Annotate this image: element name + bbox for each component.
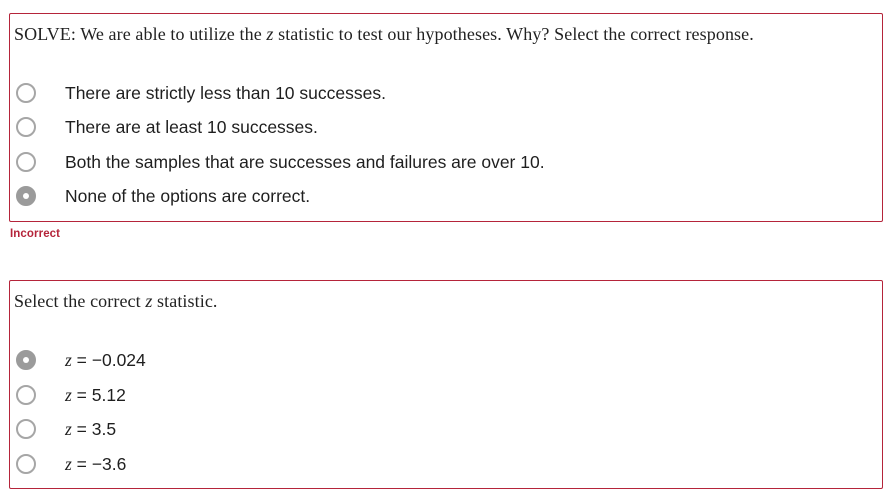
q1-option-1-label: There are strictly less than 10 successes.	[65, 82, 386, 103]
q1-option-4[interactable]	[16, 183, 310, 209]
q1-option-2[interactable]	[16, 114, 318, 140]
q2-option-3-label: z = 3.5	[65, 418, 117, 439]
radio-button[interactable]	[16, 385, 36, 405]
q2-option-2[interactable]	[16, 382, 126, 408]
radio-button[interactable]	[16, 152, 36, 172]
question-2-prompt: Select the correct z statistic.	[14, 291, 218, 311]
q2-option-1-label: z = −0.024	[65, 349, 146, 370]
radio-button[interactable]	[16, 419, 36, 439]
question-2-card	[9, 280, 883, 489]
radio-button-selected[interactable]	[16, 186, 36, 206]
question-1-prompt: SOLVE: We are able to utilize the z statistic to test our hypotheses. Why? Select the correct response.	[14, 24, 754, 44]
radio-button[interactable]	[16, 117, 36, 137]
q1-option-3-label: Both the samples that are successes and failures are over 10.	[65, 151, 545, 172]
question-1-card	[9, 13, 883, 222]
q2-option-3[interactable]	[16, 416, 116, 442]
q2-option-4[interactable]	[16, 451, 126, 477]
q1-option-2-label: There are at least 10 successes.	[65, 116, 318, 137]
q2-option-4-label: z = −3.6	[65, 453, 127, 474]
q1-option-4-label: None of the options are correct.	[65, 185, 311, 206]
radio-button-selected[interactable]	[16, 350, 36, 370]
feedback-incorrect: Incorrect	[10, 228, 61, 240]
q2-option-2-label: z = 5.12	[65, 384, 126, 405]
q2-option-1[interactable]	[16, 347, 146, 373]
q1-option-3[interactable]	[16, 149, 545, 175]
radio-button[interactable]	[16, 454, 36, 474]
radio-button[interactable]	[16, 83, 36, 103]
q1-option-1[interactable]	[16, 80, 386, 106]
